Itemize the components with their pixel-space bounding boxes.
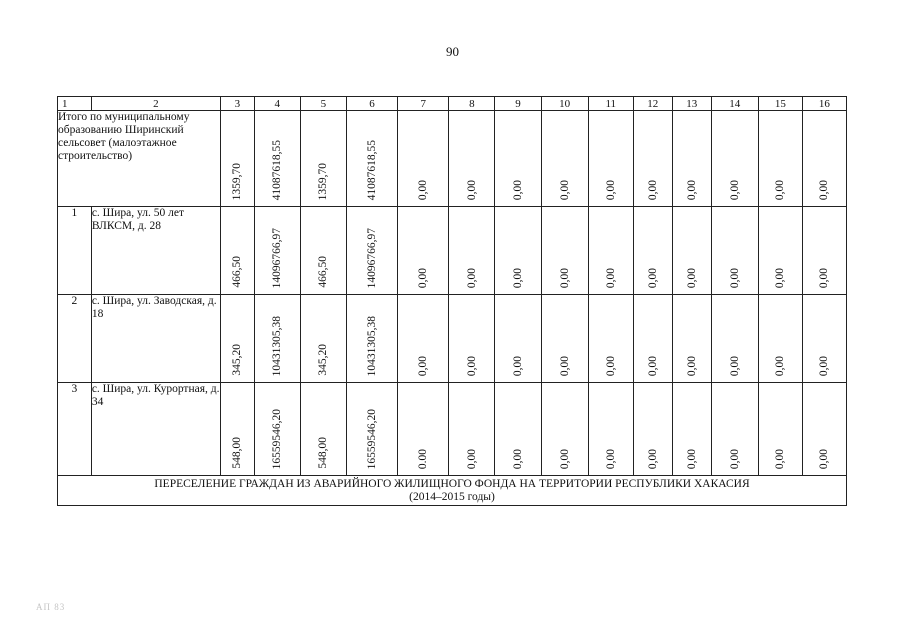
data-table: [57, 96, 847, 506]
table-cell: 0,00: [512, 179, 525, 200]
column-header: 2: [91, 97, 220, 111]
table-cell: 0,00: [818, 448, 831, 469]
column-header: 13: [672, 97, 711, 111]
row-address: с. Шира, ул. Курортная, д. 34: [91, 383, 220, 476]
table-cell: 0,00: [685, 355, 698, 376]
column-header: 9: [495, 97, 541, 111]
table-cell: 0,00: [728, 179, 741, 200]
table-cell: 466,50: [231, 256, 244, 288]
table-cell: 0,00: [646, 179, 659, 200]
table-cell: 0,00: [558, 355, 571, 376]
column-header: 16: [802, 97, 846, 111]
column-header: 5: [300, 97, 346, 111]
table-cell: 466,50: [317, 256, 330, 288]
table-cell: 14096766,97: [271, 227, 284, 288]
table-cell: 14096766,97: [366, 227, 379, 288]
table-row: [58, 295, 847, 383]
section-title-line1: ПЕРЕСЕЛЕНИЕ ГРАЖДАН ИЗ АВАРИЙНОГО ЖИЛИЩНОГО ФОНДА НА ТЕРРИТОРИИ РЕСПУБЛИКИ ХАКАСИЯ: [154, 477, 750, 490]
table-cell: 1359,70: [317, 162, 330, 200]
table-cell: 0.00: [417, 448, 430, 469]
table-cell: 0,00: [818, 267, 831, 288]
row-address: с. Шира, ул. 50 лет ВЛКСМ, д. 28: [91, 207, 220, 295]
table-cell: 548,00: [317, 437, 330, 469]
table-cell: 0,00: [417, 267, 430, 288]
total-row-label: Итого по муниципальному образованию Ширинский сельсовет (малоэтажное строительство): [58, 111, 221, 207]
table-cell: 10431305,38: [271, 315, 284, 376]
column-header: 10: [541, 97, 588, 111]
table-cell: 548,00: [231, 437, 244, 469]
column-header: 14: [711, 97, 758, 111]
table-cell: 0,00: [604, 179, 617, 200]
table-cell: 0,00: [604, 355, 617, 376]
table-cell: 0,00: [512, 448, 525, 469]
column-header: 12: [633, 97, 672, 111]
section-title: [58, 476, 847, 506]
column-number-row: [58, 97, 847, 111]
table-cell: 0,00: [646, 448, 659, 469]
row-number: 3: [58, 383, 92, 476]
column-header: 1: [58, 97, 92, 111]
column-header: 4: [254, 97, 300, 111]
table-cell: 345,20: [231, 344, 244, 376]
table-cell: 0,00: [774, 267, 787, 288]
column-header: 6: [346, 97, 397, 111]
table-cell: 0,00: [465, 355, 478, 376]
column-header: 7: [398, 97, 449, 111]
table-cell: 0,00: [728, 448, 741, 469]
row-number: 2: [58, 295, 92, 383]
table-cell: 0,00: [685, 448, 698, 469]
column-header: 15: [758, 97, 802, 111]
table-cell: 0,00: [685, 179, 698, 200]
table-cell: 0,00: [417, 179, 430, 200]
table-cell: 0,00: [646, 267, 659, 288]
table-cell: 0,00: [774, 355, 787, 376]
table-cell: 16559546,20: [271, 408, 284, 469]
table-cell: 345,20: [317, 344, 330, 376]
table-cell: 10431305,38: [366, 315, 379, 376]
table-cell: 0,00: [604, 448, 617, 469]
table-cell: 0,00: [646, 355, 659, 376]
table-cell: 0,00: [512, 355, 525, 376]
column-header: 11: [588, 97, 633, 111]
table-row: [58, 383, 847, 476]
table-cell: 0,00: [465, 179, 478, 200]
section-title-row: [58, 476, 847, 506]
table-cell: 0,00: [558, 267, 571, 288]
table-cell: 0,00: [465, 267, 478, 288]
page-number: 90: [446, 44, 459, 59]
row-number: 1: [58, 207, 92, 295]
corner-mark: АП 83: [36, 602, 66, 612]
row-address: с. Шира, ул. Заводская, д. 18: [91, 295, 220, 383]
table-cell: 16559546,20: [366, 408, 379, 469]
table-cell: 0,00: [818, 355, 831, 376]
table-cell: 41087618,55: [366, 139, 379, 200]
table-cell: 0,00: [604, 267, 617, 288]
table-cell: 0,00: [685, 267, 698, 288]
section-title-line2: (2014–2015 годы): [409, 490, 495, 503]
total-row: [58, 111, 847, 207]
table-row: [58, 207, 847, 295]
table-cell: 0,00: [818, 179, 831, 200]
table-cell: 0,00: [728, 355, 741, 376]
table-cell: 0,00: [512, 267, 525, 288]
table-cell: 1359,70: [231, 162, 244, 200]
table-cell: 0,00: [558, 179, 571, 200]
table-cell: 0,00: [558, 448, 571, 469]
table-cell: 0,00: [774, 448, 787, 469]
column-header: 8: [449, 97, 495, 111]
column-header: 3: [220, 97, 254, 111]
table-cell: 0,00: [774, 179, 787, 200]
table-cell: 0,00: [417, 355, 430, 376]
table-cell: 0,00: [728, 267, 741, 288]
table-cell: 0,00: [465, 448, 478, 469]
table-cell: 41087618,55: [271, 139, 284, 200]
